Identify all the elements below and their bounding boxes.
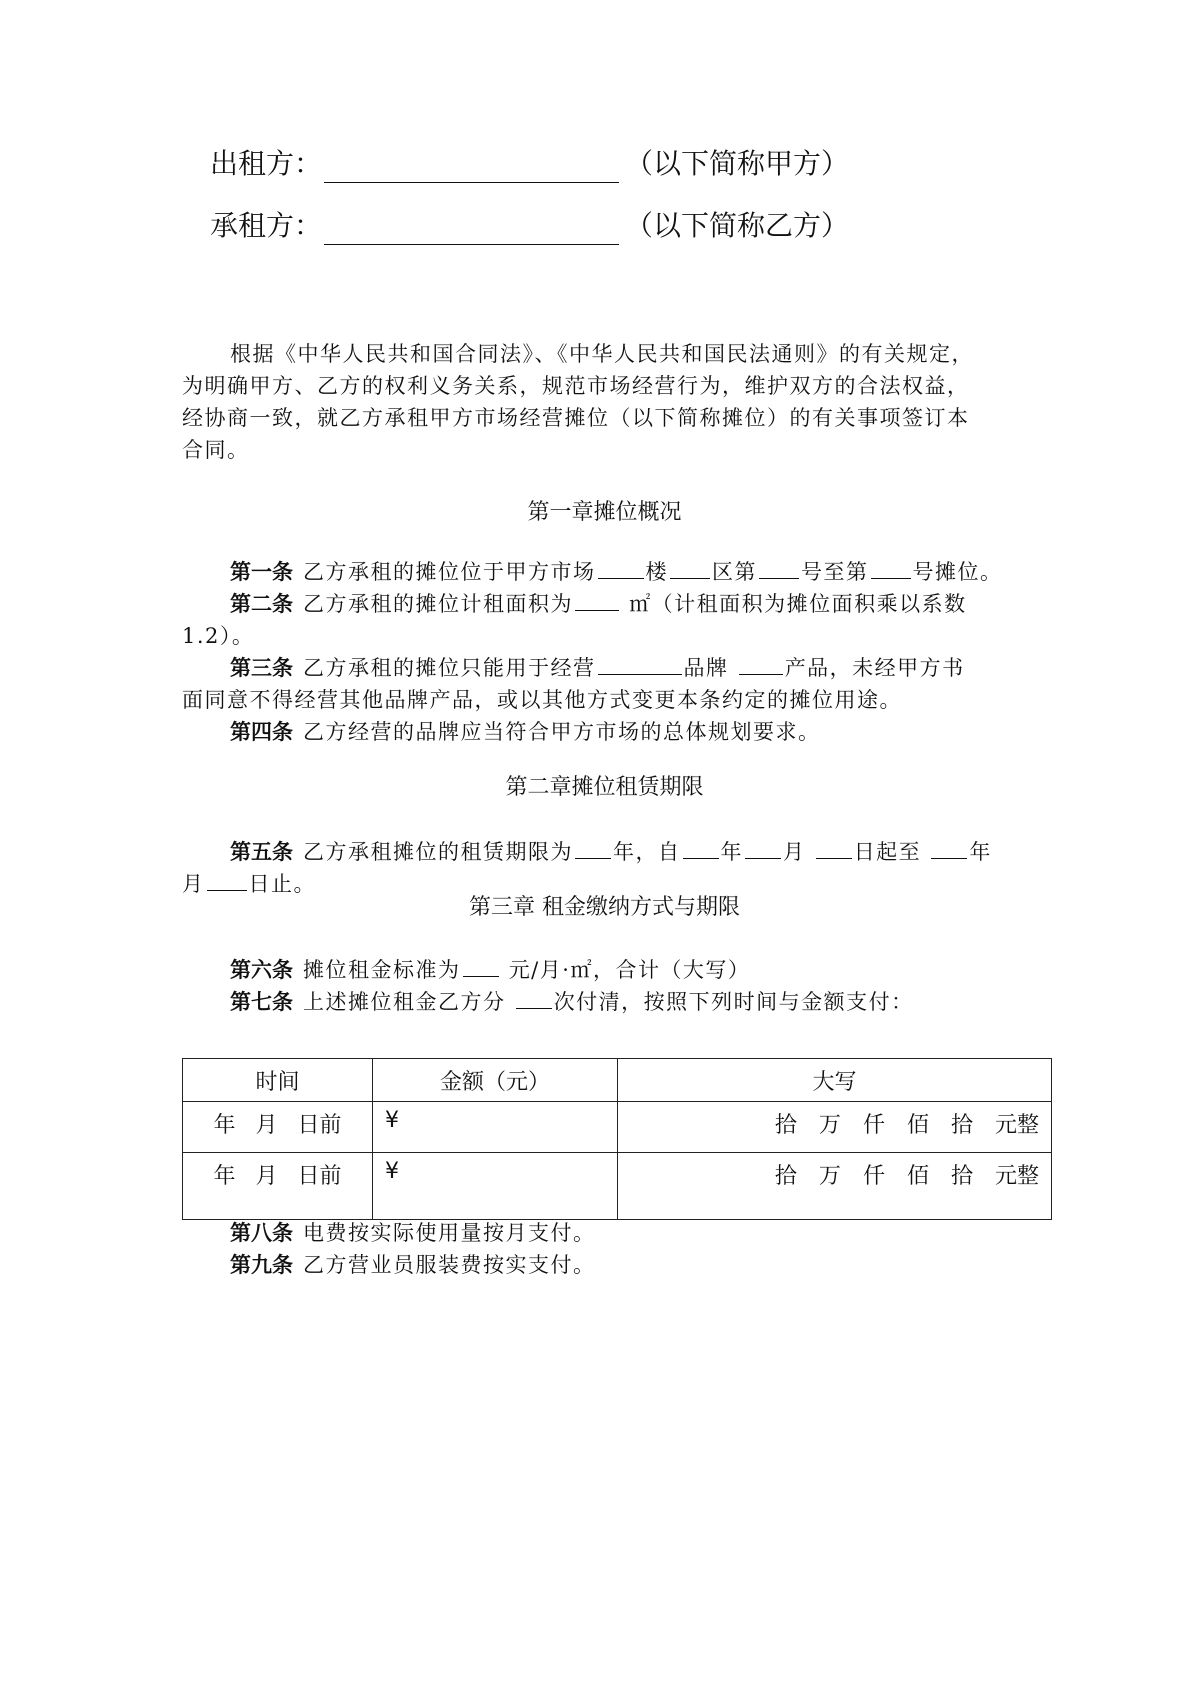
rent-rate-blank[interactable] (463, 954, 499, 977)
product-blank[interactable] (739, 652, 783, 675)
article-label: 第三条 (230, 656, 293, 680)
start-month-blank[interactable] (745, 836, 781, 859)
preamble-line: 经协商一致，就乙方承租甲方市场经营摊位（以下简称摊位）的有关事项签订本 (182, 406, 970, 430)
article-label: 第七条 (230, 990, 293, 1014)
installments-blank[interactable] (516, 986, 552, 1009)
lessee-line (210, 207, 849, 245)
stall-to-blank[interactable] (871, 556, 911, 579)
chapter1-title: 第一章摊位概况 (527, 500, 682, 525)
capital-amount-cell[interactable]: 拾 万 仟 佰 拾 元整 (618, 1102, 1052, 1153)
article-label: 第一条 (230, 560, 293, 584)
article-7: 第七条 上述摊位租金乙方分 次付清，按照下列时间与金额支付： (182, 986, 1027, 1018)
zone-blank[interactable] (670, 556, 710, 579)
header-time: 时间 (183, 1059, 373, 1102)
article-9: 第九条 乙方营业员服装费按实支付。 (230, 1253, 596, 1277)
start-day-blank[interactable] (816, 836, 852, 859)
floor-blank[interactable] (598, 556, 644, 579)
lessee-label: 承租方： (210, 209, 323, 242)
amount-cell[interactable]: ¥ (373, 1153, 618, 1220)
preamble-line: 为明确甲方、乙方的权利义务关系，规范市场经营行为，维护双方的合法权益， (182, 374, 970, 398)
article-3-cont: 面同意不得经营其他品牌产品，或以其他方式变更本条约定的摊位用途。 (182, 688, 902, 712)
article-label: 第六条 (230, 958, 293, 982)
date-cell[interactable]: 年 月 日前 (183, 1102, 373, 1153)
article-4: 第四条 乙方经营的品牌应当符合甲方市场的总体规划要求。 (230, 720, 821, 744)
table-header-row (183, 1059, 1052, 1102)
lessee-suffix: （以下简称乙方） (625, 209, 850, 242)
article-3: 第三条 乙方承租的摊位只能用于经营 品牌 产品，未经甲方书 (182, 652, 1027, 684)
article-1: 第一条 乙方承租的摊位位于甲方市场 楼 区第 号至第 号摊位。 (182, 556, 1027, 588)
chapter2-title: 第二章摊位租赁期限 (505, 775, 704, 800)
end-month-blank[interactable] (207, 868, 247, 891)
article-label: 第四条 (230, 720, 293, 744)
article-8: 第八条 电费按实际使用量按月支付。 (230, 1221, 596, 1245)
area-blank[interactable] (575, 588, 619, 611)
article-5: 第五条 乙方承租摊位的租赁期限为 年，自 年 月 日起至 年 (182, 836, 1027, 868)
article-5-cont: 月 日止。 (182, 868, 1027, 900)
preamble-line: 根据《中华人民共和国合同法》、《中华人民共和国民法通则》的有关规定， (230, 342, 974, 366)
header-capital: 大写 (618, 1059, 1052, 1102)
article-2-cont: 1.2）。 (182, 624, 255, 648)
chapter3-articles (182, 954, 1027, 1018)
article-2: 第二条 乙方承租的摊位计租面积为 ㎡（计租面积为摊位面积乘以系数 (182, 588, 1027, 620)
article-label: 第九条 (230, 1253, 293, 1277)
table-row (183, 1153, 1052, 1220)
chapter2-articles (182, 836, 1027, 900)
start-year-blank[interactable] (683, 836, 719, 859)
preamble (182, 338, 1027, 466)
chapter1-articles (182, 556, 1027, 748)
lessee-name-blank[interactable] (324, 214, 619, 245)
article-6: 第六条 摊位租金标准为 元/月·㎡，合计（大写） (182, 954, 1027, 986)
lessor-label: 出租方： (210, 147, 323, 180)
header-amount: 金额（元） (373, 1059, 618, 1102)
stall-from-blank[interactable] (759, 556, 799, 579)
chapter3-title: 第三章 租金缴纳方式与期限 (469, 895, 740, 920)
article-label: 第二条 (230, 592, 293, 616)
lessor-line (210, 145, 849, 183)
table-row (183, 1102, 1052, 1153)
term-years-blank[interactable] (575, 836, 611, 859)
article-label: 第八条 (230, 1221, 293, 1245)
amount-cell[interactable]: ¥ (373, 1102, 618, 1153)
capital-amount-cell[interactable]: 拾 万 仟 佰 拾 元整 (618, 1153, 1052, 1220)
brand-blank[interactable] (598, 652, 682, 675)
end-year-blank[interactable] (931, 836, 967, 859)
lessor-name-blank[interactable] (324, 152, 619, 183)
payment-schedule-table (182, 1058, 1052, 1220)
chapter3-articles-cont (182, 1217, 1027, 1281)
lessor-suffix: （以下简称甲方） (625, 147, 850, 180)
date-cell[interactable]: 年 月 日前 (183, 1153, 373, 1220)
article-label: 第五条 (230, 840, 293, 864)
preamble-line: 合同。 (182, 438, 250, 462)
